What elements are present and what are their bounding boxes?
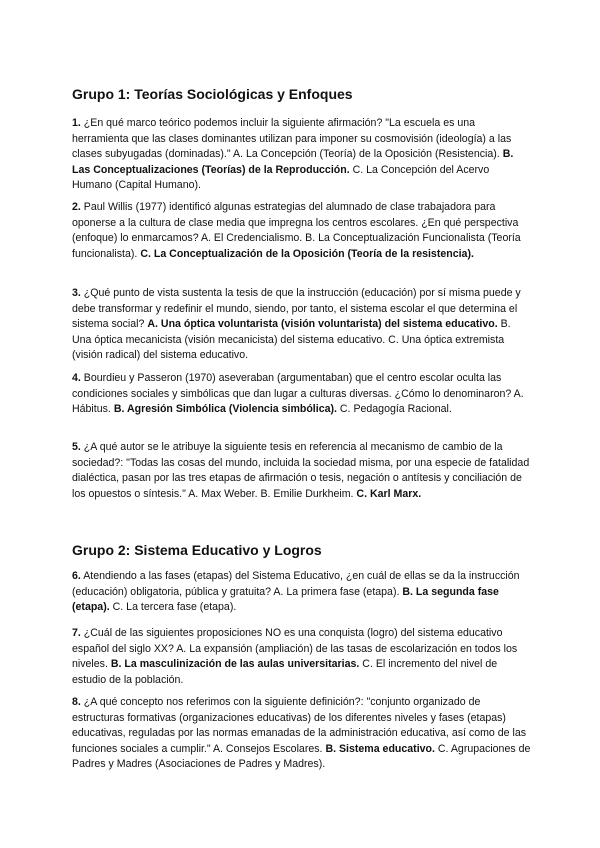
question-number: 8. xyxy=(72,696,81,708)
question-text: ¿A qué autor se le atribuye la siguiente tesis en referencia al mecanismo de cambio de la sociedad?: "Todas las cosas del mundo, incluida la sociedad misma, por una especie de fatalidad dialéctica, pasan por las tres etapas de afirmación o tesis, negación o antítesis y conciliación de los opuestos o síntesis." A. Max Weber. B. Emilie Durkheim. xyxy=(72,441,530,500)
correct-answer: B. Agresión Simbólica (Violencia simbólica). xyxy=(113,403,337,415)
question-text: ¿En qué marco teórico podemos incluir la siguiente afirmación? "La escuela es una herramienta que las clases dominantes utilizan para imponer su cosmovisión (ideología) a las clases subyugadas (dominadas)." A. La Concepción (Teoría) de la Oposición (Resistencia). xyxy=(72,117,512,160)
question-text: ¿A qué concepto nos referimos con la siguiente definición?: "conjunto organizado de estructuras formativas (organizaciones educativas) de los diferentes niveles y fases (etapas) educativas, reguladas por las normas emanadas de la administración educativa, así como de las funciones sociales a cumplir." A. Consejos Escolares. xyxy=(72,696,527,755)
question-text: ¿Qué punto de vista sustenta la tesis de que la instrucción (educación) por sí misma puede y debe transformar y redefinir el mundo, siendo, por tanto, el sistema escolar el que determina el sistema social? xyxy=(72,287,521,330)
question-1 xyxy=(72,116,532,194)
question-text: Atendiendo a las fases (etapas) del Sistema Educativo, ¿en cuál de ellas se da la instrucción (educación) obligatoria, pública y gratuita? A. La primera fase (etapa). xyxy=(72,570,520,598)
correct-answer: B. Sistema educativo. xyxy=(325,742,435,755)
question-5 xyxy=(72,440,532,502)
remaining-options: B. Una óptica mecanicista (visión mecanicista) del sistema educativo. C. Una óptica extremista (visión radical) del sistema educativo. xyxy=(72,318,511,361)
question-number: 6. xyxy=(72,570,81,582)
question-number: 4. xyxy=(72,372,81,384)
question-number: 5. xyxy=(72,441,81,453)
correct-answer: C. Karl Marx. xyxy=(356,487,422,500)
group-2-heading: Grupo 2: Sistema Educativo y Logros xyxy=(72,542,322,558)
question-2 xyxy=(72,200,532,262)
correct-answer: A. Una óptica voluntarista (visión voluntarista) del sistema educativo. xyxy=(147,318,498,330)
question-6 xyxy=(72,569,532,616)
correct-answer: B. Las Conceptualizaciones (Teorías) de la Reproducción. xyxy=(72,148,514,176)
question-number: 1. xyxy=(72,117,81,129)
question-7 xyxy=(72,626,532,688)
remaining-options: C. La tercera fase (etapa). xyxy=(112,601,237,613)
remaining-options: C. Pedagogía Racional. xyxy=(339,403,452,415)
question-text: Paul Willis (1977) identificó algunas estrategias del alumnado de clase trabajadora para oponerse a la cultura de clase media que impregna los centros escolares. ¿En qué perspectiva (enfoque) lo enmarcamos? A. El Credencialismo. B. La Conceptualización Funcionalista (Teoría funcionalista). xyxy=(72,201,521,260)
question-text: ¿Cuál de las siguientes proposiciones NO es una conquista (logro) del sistema educativo español del siglo XX? A. La expansión (ampliación) de las tasas de escolarización en todos los niveles. xyxy=(72,627,518,670)
correct-answer: B. La segunda fase (etapa). xyxy=(72,585,499,613)
group-1-heading: Grupo 1: Teorías Sociológicas y Enfoques xyxy=(72,86,353,102)
remaining-options: C. Agrupaciones de Padres y Madres (Asociaciones de Padres y Madres). xyxy=(72,742,531,770)
question-4 xyxy=(72,371,532,418)
remaining-options: C. El incremento del nivel de estudio de la población. xyxy=(72,658,498,686)
correct-answer: B. La masculinización de las aulas universitarias. xyxy=(110,658,360,670)
remaining-options: C. La Concepción del Acervo Humano (Capital Humano). xyxy=(72,163,490,191)
question-number: 2. xyxy=(72,201,81,213)
question-8 xyxy=(72,695,532,773)
question-number: 7. xyxy=(72,627,81,639)
question-3 xyxy=(72,286,532,364)
question-number: 3. xyxy=(72,287,81,299)
question-text: Bourdieu y Passeron (1970) aseveraban (argumentaban) que el centro escolar oculta las condiciones sociales y simbólicas que dan lugar a culturas diversas. ¿Cómo lo denominaron? A. Hábitus. xyxy=(72,372,524,415)
correct-answer: C. La Conceptualización de la Oposición (Teoría de la resistencia). xyxy=(140,247,474,260)
